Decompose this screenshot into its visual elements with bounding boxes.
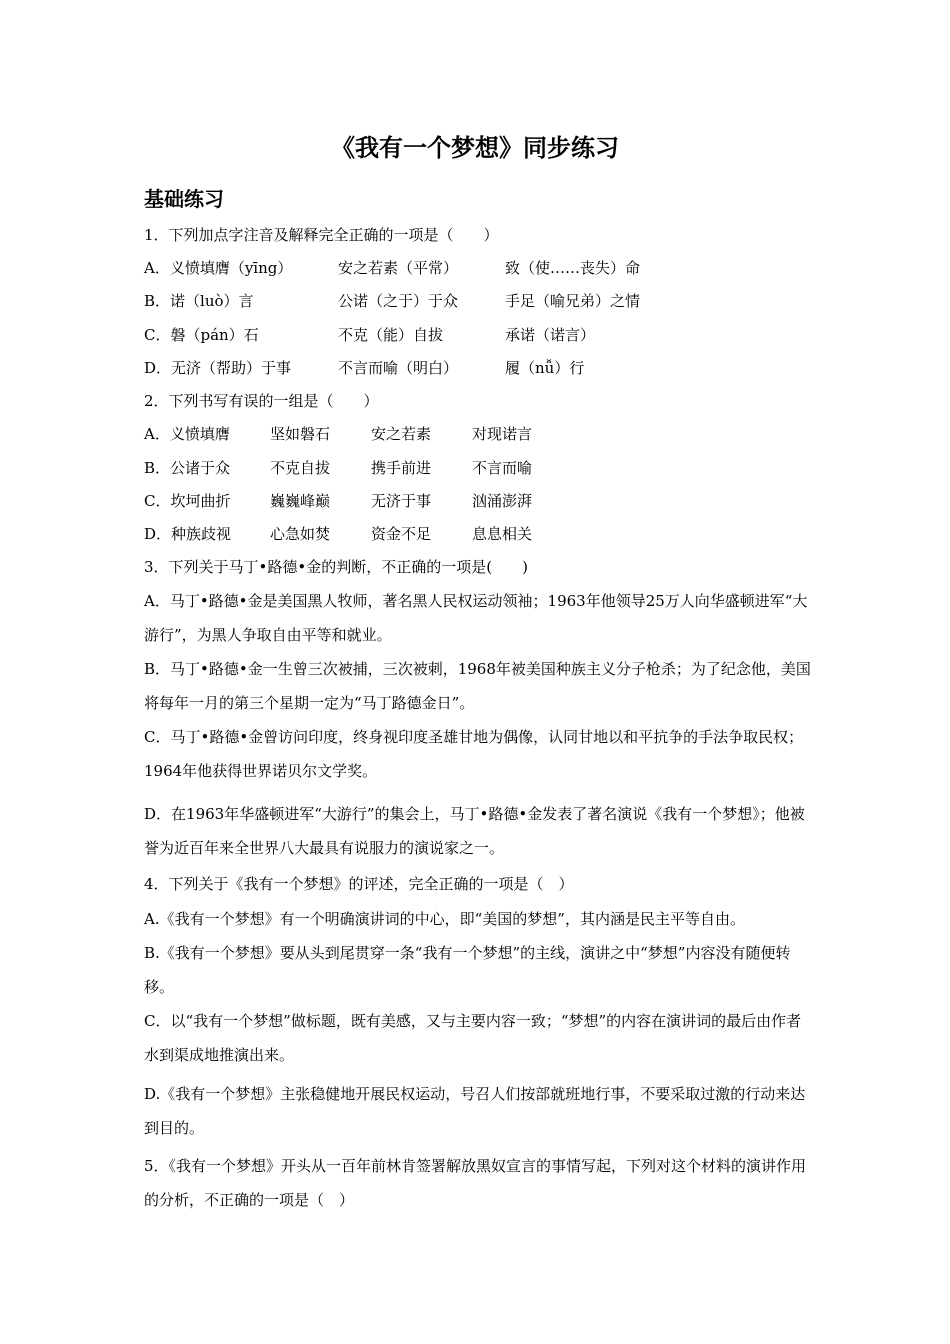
q4-option-c: C．以“我有一个梦想”做标题，既有美感，又与主要内容一致；“梦想”的内容在演讲词的最后由作者水到渠成地推演出来。 [144, 1012, 802, 1064]
q2-option-c-3: 无济于事 [371, 492, 432, 510]
q2-option-c-1: C．坎坷曲折 [144, 492, 231, 510]
q4-option-d: D.《我有一个梦想》主张稳健地开展民权运动，号召人们按部就班地行事，不要采取过激的行动来达到目的。 [144, 1085, 806, 1137]
q1-option-a-3: 致（使……丧失）命 [505, 259, 641, 277]
q1-option-d-1: D．无济（帮助）于事 [144, 359, 292, 377]
q2-option-d-1: D．种族歧视 [144, 525, 232, 543]
q1-option-d-2: 不言而喻（明白） [338, 359, 459, 377]
q1-option-b-3: 手足（喻兄弟）之情 [505, 292, 641, 310]
q2-option-a-4: 对现诺言 [472, 425, 533, 443]
q4-option-a: A.《我有一个梦想》有一个明确演讲词的中心，即“美国的梦想”，其内涵是民主平等自由。 [144, 910, 745, 928]
q1-option-b-2: 公诺（之于）于众 [338, 292, 459, 310]
question-5-stem: 5．《我有一个梦想》开头从一百年前林肯签署解放黑奴宣言的事情写起，下列对这个材料的演讲作用的分析，不正确的一项是（ ） [144, 1157, 807, 1209]
question-2-stem: 2．下列书写有误的一组是（ ） [144, 392, 379, 410]
q2-option-a-1: A．义愤填膺 [144, 425, 230, 443]
question-1-stem: 1．下列加点字注音及解释完全正确的一项是（ ） [144, 226, 499, 244]
q3-option-a: A．马丁•路德•金是美国黑人牧师，著名黑人民权运动领袖；1963年他领导25万人向华盛顿进军“大游行”，为黑人争取自由平等和就业。 [144, 592, 808, 644]
q2-option-d-4: 息息相关 [472, 525, 533, 543]
q3-option-c: C．马丁•路德•金曾访问印度，终身视印度圣雄甘地为偶像，认同甘地以和平抗争的手法争取民权；1964年他获得世界诺贝尔文学奖。 [144, 728, 804, 780]
q1-option-c-1: C．磐（pán）石 [144, 326, 259, 344]
q1-option-d-3: 履（nǚ）行 [505, 359, 585, 377]
q2-option-b-2: 不克自拔 [270, 459, 331, 477]
q1-option-a-1: A．义愤填膺（yīng） [144, 259, 293, 277]
question-4-stem: 4．下列关于《我有一个梦想》的评述，完全正确的一项是（ ） [144, 875, 574, 893]
q1-option-c-3: 承诺（诺言） [505, 326, 596, 344]
question-3-stem: 3．下列关于马丁•路德•金的判断，不正确的一项是( ) [144, 558, 528, 576]
q1-option-a-2: 安之若素（平常） [338, 259, 459, 277]
q1-option-b-1: B．诺（luò）言 [144, 292, 254, 310]
q2-option-b-1: B．公诸于众 [144, 459, 231, 477]
q2-option-b-3: 携手前进 [371, 459, 432, 477]
q2-option-d-3: 资金不足 [371, 525, 432, 543]
page-title: 《我有一个梦想》同步练习 [331, 134, 619, 162]
q2-option-d-2: 心急如焚 [270, 525, 331, 543]
q1-option-c-2: 不克（能）自拔 [338, 326, 444, 344]
q3-option-d: D．在1963年华盛顿进军“大游行”的集会上，马丁•路德•金发表了著名演说《我有一个梦想》；他被誉为近百年来全世界八大最具有说服力的演说家之一。 [144, 805, 805, 857]
q4-option-b: B.《我有一个梦想》要从头到尾贯穿一条“我有一个梦想”的主线，演讲之中“梦想”内容没有随便转移。 [144, 944, 791, 996]
q3-option-b: B．马丁•路德•金一生曾三次被捕，三次被刺，1968年被美国种族主义分子枪杀；为了纪念他，美国将每年一月的第三个星期一定为“马丁路德金日”。 [144, 660, 811, 712]
q2-option-a-2: 坚如磐石 [270, 425, 331, 443]
q2-option-a-3: 安之若素 [371, 425, 432, 443]
q2-option-b-4: 不言而喻 [472, 459, 533, 477]
q2-option-c-2: 巍巍峰巅 [270, 492, 331, 510]
section-heading: 基础练习 [144, 187, 224, 211]
q2-option-c-4: 汹涌澎湃 [472, 492, 533, 510]
